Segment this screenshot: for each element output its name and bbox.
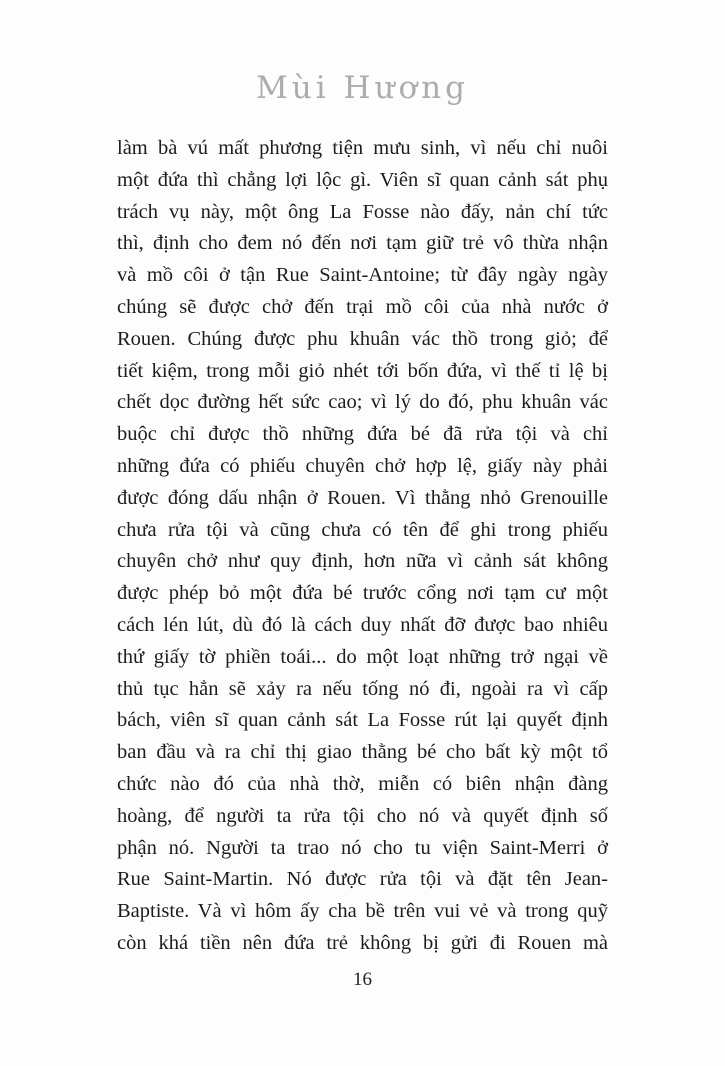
body-text-line: ban đầu và ra chỉ thị giao thằng bé cho bất kỳ một tổ — [117, 741, 608, 764]
body-text-line: chúng sẽ được chở đến trại mồ côi của nhà nước ở — [117, 295, 608, 318]
body-text-line: những đứa có phiếu chuyên chở hợp lệ, giấy này phải — [117, 454, 608, 477]
body-text-line: và mồ côi ở tận Rue Saint-Antoine; từ đây ngày ngày — [117, 264, 608, 287]
body-text — [117, 133, 608, 960]
body-text-line: còn khá tiền nên đứa trẻ không bị gửi đi Rouen mà — [117, 931, 608, 954]
body-text-line: Rouen. Chúng được phu khuân vác thồ trong giỏ; để — [117, 327, 608, 350]
body-text-line: làm bà vú mất phương tiện mưu sinh, vì nếu chỉ nuôi — [117, 137, 608, 159]
body-text-line: chuyên chở như quy định, hơn nữa vì cảnh sát không — [117, 550, 608, 573]
body-text-line: phận nó. Người ta trao nó cho tu viện Saint-Merri ở — [117, 836, 608, 859]
body-text-line: Baptiste. Và vì hôm ấy cha bề trên vui vẻ và trong quỹ — [117, 900, 608, 923]
body-text-line: một đứa thì chẳng lợi lộc gì. Viên sĩ quan cảnh sát phụ — [117, 168, 608, 191]
body-text-line: Rue Saint-Martin. Nó được rửa tội và đặt tên Jean- — [117, 868, 608, 891]
body-text-line: cách lén lút, dù đó là cách duy nhất đỡ được bao nhiêu — [117, 613, 608, 636]
body-text-line: tiết kiệm, trong mỗi giỏ nhét tới bốn đứa, vì thế tỉ lệ bị — [117, 359, 608, 382]
body-text-line: thì, định cho đem nó đến nơi tạm giữ trẻ vô thừa nhận — [117, 232, 608, 255]
body-text-line: trách vụ này, một ông La Fosse nào đấy, nản chí tức — [117, 200, 608, 223]
body-text-line: chức nào đó của nhà thờ, miễn có biên nhận đàng — [117, 772, 608, 795]
body-text-line: thủ tục hẳn sẽ xảy ra nếu tống nó đi, ngoài ra vì cấp — [117, 677, 608, 700]
body-text-line: thứ giấy tờ phiền toái... do một loạt những trở ngại về — [117, 645, 608, 668]
body-text-line: được đóng dấu nhận ở Rouen. Vì thằng nhỏ Grenouille — [117, 486, 608, 509]
body-text-line: chết dọc đường hết sức cao; vì lý do đó, phu khuân vác — [117, 391, 608, 414]
body-text-line: hoàng, để người ta rửa tội cho nó và quyết định số — [117, 804, 608, 827]
body-text-line: buộc chỉ được thồ những đứa bé đã rửa tội và chỉ — [117, 423, 608, 446]
body-text-line: bách, viên sĩ quan cảnh sát La Fosse rút lại quyết định — [117, 709, 608, 732]
page-number: 16 — [353, 969, 372, 990]
book-title: Mùi Hương — [256, 70, 469, 106]
body-text-line: chưa rửa tội và cũng chưa có tên để ghi trong phiếu — [117, 518, 608, 541]
body-text-line: được phép bỏ một đứa bé trước cổng nơi tạm cư một — [117, 582, 608, 605]
